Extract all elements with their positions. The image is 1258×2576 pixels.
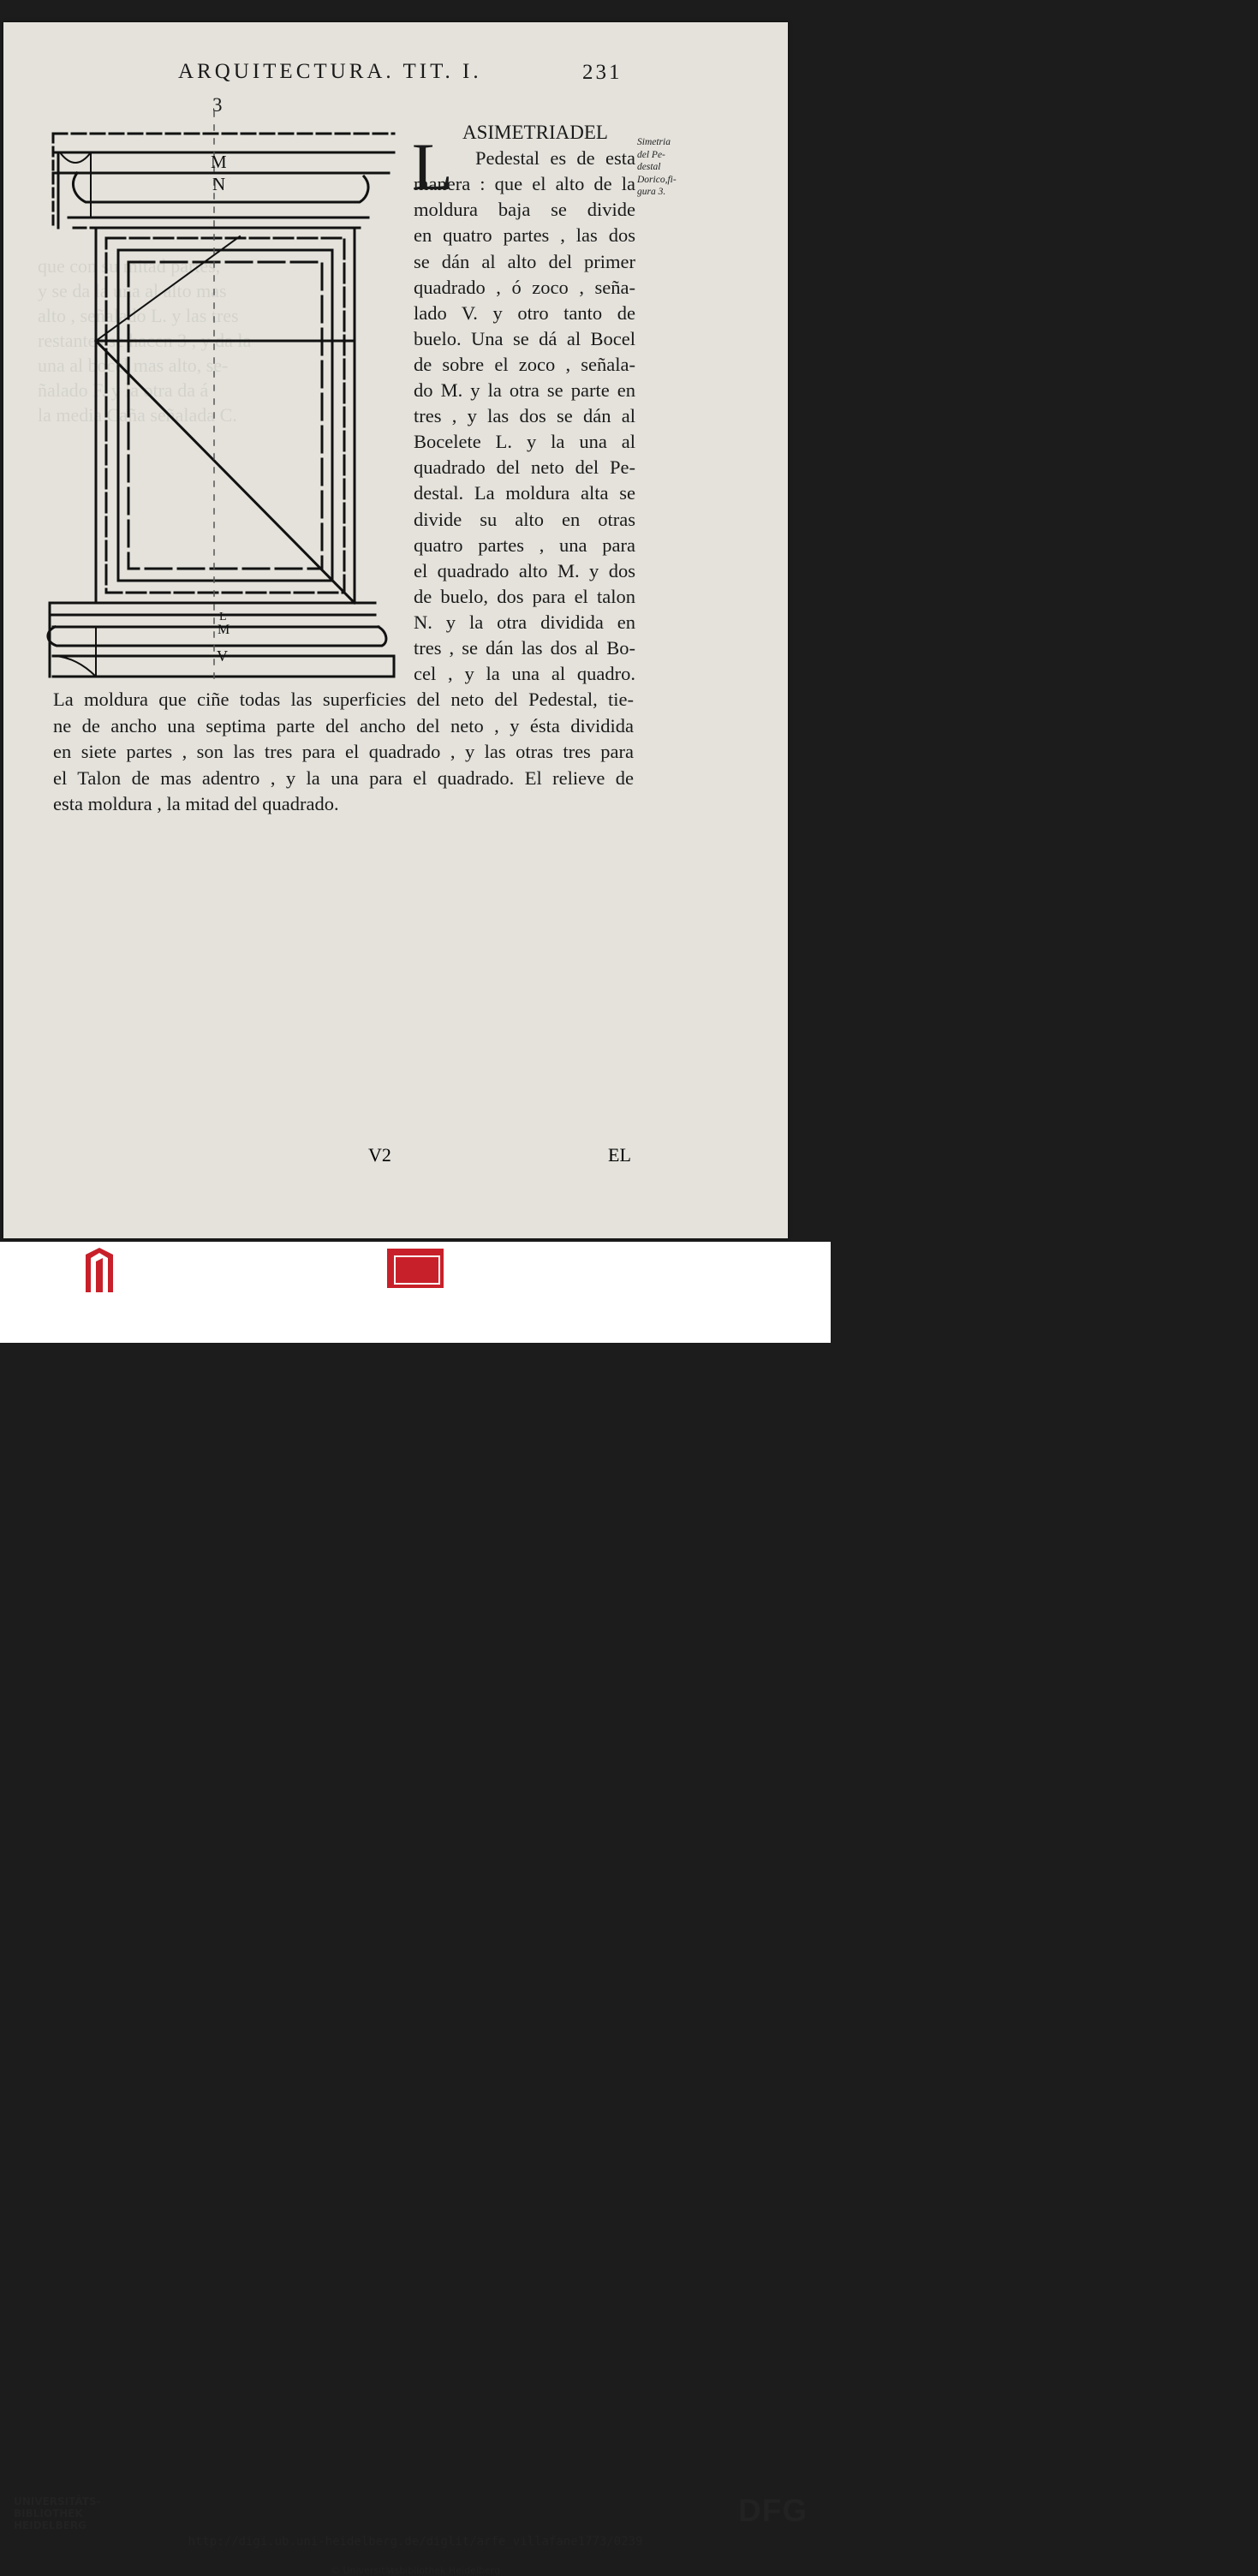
text-line: divide su alto en otras: [414, 508, 635, 530]
text-line: Bocelete L. y la una al: [414, 431, 635, 453]
text-line: el Talon de mas adentro , y la una para el quadrado. El relieve de: [53, 766, 634, 789]
text-line: tres , se dán las dos al Bo-: [414, 637, 635, 659]
figure-number: 3: [212, 94, 223, 116]
text-line: do M. y la otra se parte en: [414, 379, 635, 401]
text-line: buelo. Una se dá al Bocel: [414, 327, 635, 349]
text-line: destal. La moldura alta se: [414, 482, 635, 504]
text-line: esta moldura , la mitad del quadrado.: [53, 793, 339, 814]
text-line: ne de ancho una septima parte del ancho del neto , y ésta dividida: [53, 714, 634, 736]
margin-note-line: gura 3.: [637, 187, 666, 197]
library-name-line: HEIDELBERG: [14, 2519, 86, 2531]
text-line: manera : que el alto de la: [414, 173, 635, 195]
text-line: de sobre el zoco , señala-: [414, 353, 635, 375]
margin-note-line: Simetria: [637, 137, 671, 147]
text-line: en siete partes , son las tres para el quadrado , y las otras tres para: [53, 741, 634, 762]
text-line: de buelo, dos para el talon: [414, 585, 635, 607]
drop-cap: L: [412, 129, 453, 204]
catchword: EL: [608, 1144, 631, 1166]
show-through-text: que con su mitad partes, y se da la una al alto mas alto , señalado L. y las tres restantes se hacen 3 , y da la una al bocel mas alto, se- ñalado F. y la otra da á la media Caña señalada C.: [38, 255, 252, 426]
text-line: se dán al alto del primer: [414, 250, 635, 272]
dfg-logo[interactable]: DFG: [738, 2493, 808, 2528]
library-name-line: UNIVERSITÄTS-: [14, 2496, 101, 2507]
permalink-url[interactable]: http://digi.ub.uni-heidelberg.de/diglit/arfe_villafane1773/0239: [188, 2535, 643, 2549]
text-line: La moldura que ciñe todas las superficies del neto del Pedestal, tie-: [53, 689, 634, 710]
text-line: ASIMETRIADEL: [462, 122, 608, 143]
text-line: moldura baja se divide: [414, 199, 635, 221]
book-page: [3, 22, 788, 1238]
text-line: quatro partes , una para: [414, 534, 635, 556]
text-line: el quadrado alto M. y dos: [414, 559, 635, 581]
running-title: ARQUITECTURA. TIT. I.: [178, 60, 482, 83]
page-number: 231: [582, 61, 623, 84]
label-l-bottom: L: [219, 611, 227, 623]
label-n-top: N: [212, 174, 226, 194]
margin-note-line: destal: [637, 162, 661, 172]
text-line: en quatro partes , las dos: [414, 224, 635, 247]
text-line: Pedestal es de esta: [475, 147, 635, 170]
library-name-line: BIBLIOTHEK: [14, 2507, 83, 2519]
pedestal-figure: [43, 108, 402, 690]
label-m-top: M: [211, 152, 227, 172]
label-m-bottom: M: [218, 623, 230, 637]
text-line: lado V. y otro tanto de: [414, 301, 635, 324]
text-line: tres , y las dos se dán al: [414, 405, 635, 427]
label-v-bottom: V: [217, 647, 228, 665]
library-logo-text[interactable]: [14, 2496, 101, 2531]
signature-mark: V2: [368, 1144, 391, 1166]
text-line: quadrado , ó zoco , seña-: [414, 276, 635, 298]
library-logo-icon: [82, 1246, 116, 1294]
margin-note-line: del Pe-: [637, 149, 665, 160]
margin-note-line: Dorico,fi-: [637, 174, 677, 185]
text-line: quadrado del neto del Pe-: [414, 456, 635, 479]
margin-note: [637, 136, 706, 199]
copyright-notice: © Universitätsbibliothek Heidelberg: [330, 2565, 500, 2576]
text-line: cel , y la una al quadro.: [414, 663, 635, 685]
episteme-logo-icon[interactable]: [387, 1249, 444, 1288]
text-line: N. y la otra dividida en: [414, 611, 635, 633]
footer-bar: [0, 1242, 831, 2576]
